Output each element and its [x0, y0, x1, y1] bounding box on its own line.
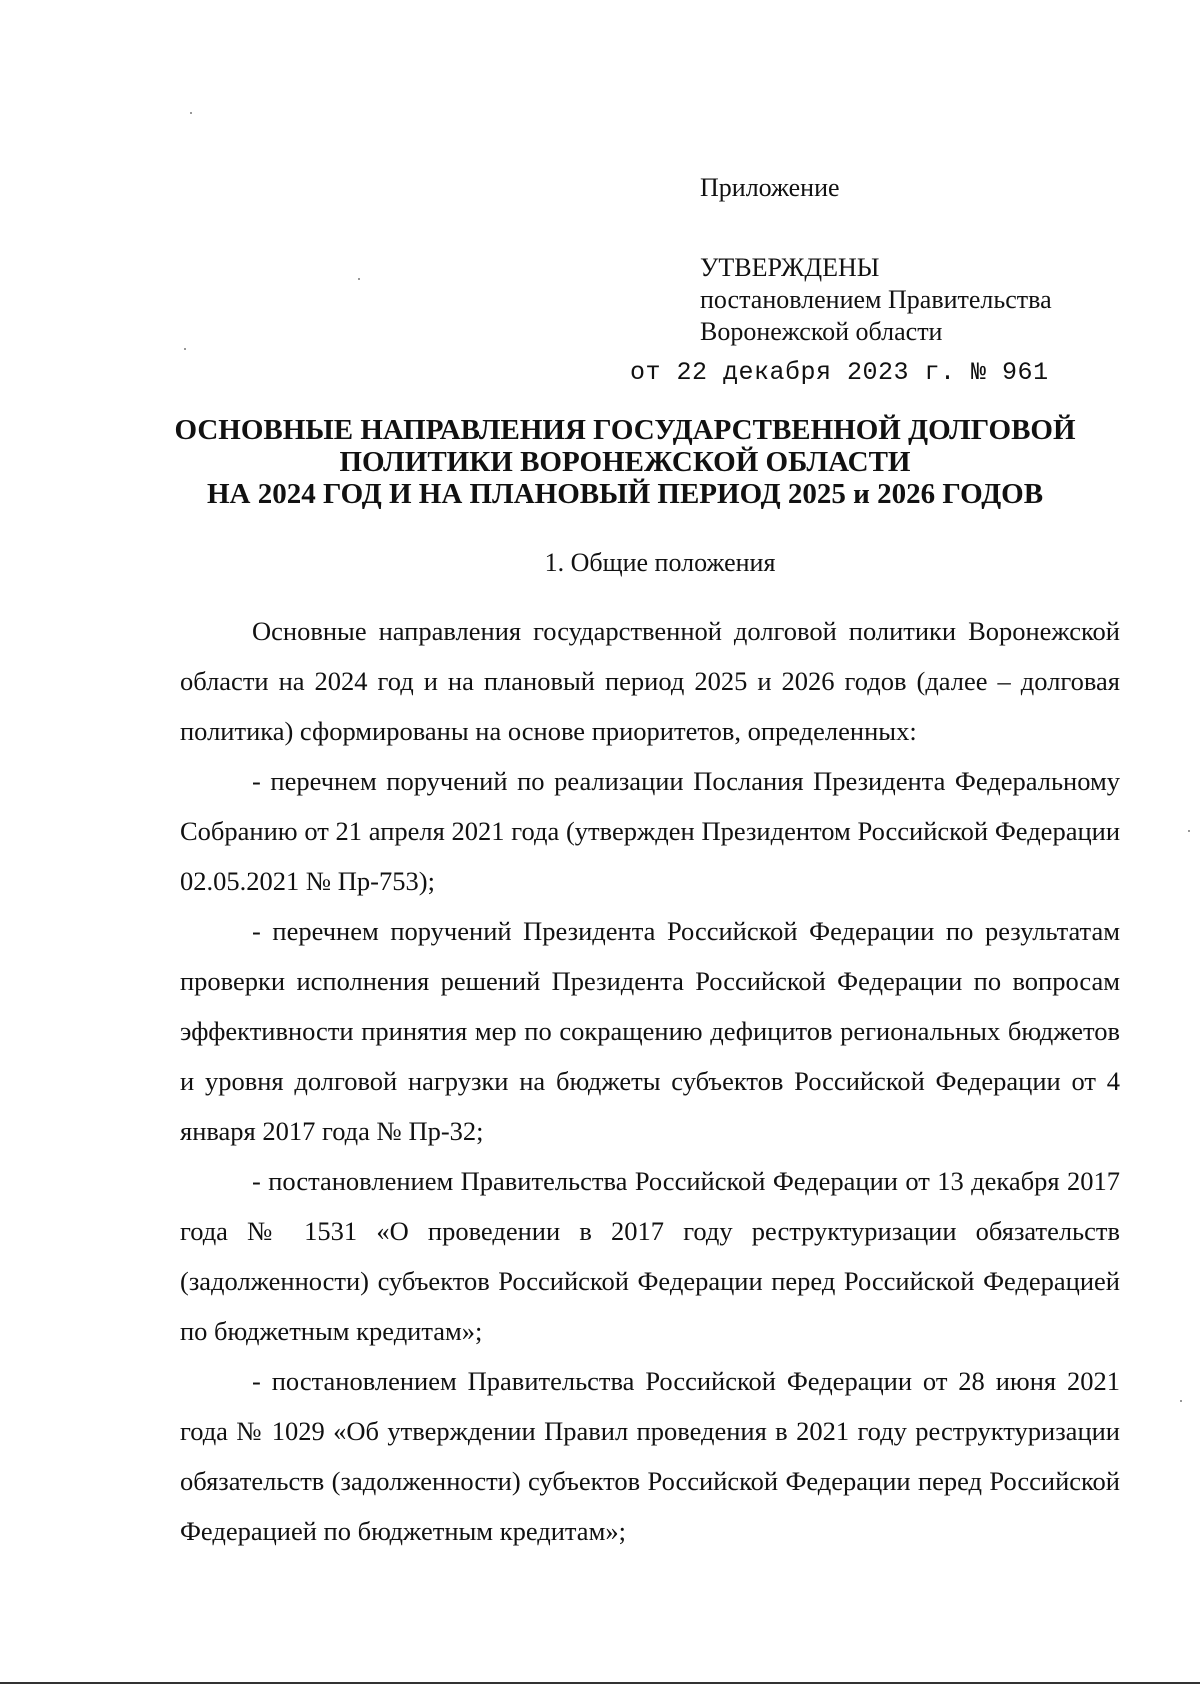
approval-stamp	[700, 252, 1052, 348]
title-line-3: НА 2024 ГОД И НА ПЛАНОВЫЙ ПЕРИОД 2025 и 2026 ГОДОВ	[206, 478, 1044, 510]
appendix-label: Приложение	[700, 173, 840, 202]
list-item: - постановлением Правительства Российской Федерации от 13 декабря 2017 года № 1531 «О проведении в 2017 году реструктуризации обязательств (задолженности) субъектов Российской Федерации перед Российской Федерацией по бюджетным кредитам»;	[180, 1166, 1120, 1346]
scan-edge-line	[0, 1682, 1200, 1684]
section-heading: 1. Общие положения	[544, 548, 776, 577]
scan-speck	[184, 348, 186, 350]
scan-speck	[190, 112, 192, 114]
scan-speck	[1188, 830, 1190, 832]
list-item: - перечнем поручений Президента Российской Федерации по результатам проверки исполнения решений Президента Российской Федерации по вопросам эффективности принятия мер по сокращению дефицитов региональных бюджетов и уровня долговой нагрузки на бюджеты субъектов Российской Федерации от 4 января 2017 года № Пр-32;	[180, 916, 1120, 1146]
list-item: - перечнем поручений по реализации Послания Президента Федеральному Собранию от 21 апреля 2021 года (утвержден Президентом Российской Федерации 02.05.2021 № Пр-753);	[180, 766, 1120, 896]
document-title	[160, 414, 1090, 510]
intro-paragraph: Основные направления государственной долговой политики Воронежской области на 2024 год и на плановый период 2025 и 2026 годов (далее – долговая политика) сформированы на основе приоритетов, определенных:	[180, 616, 1120, 746]
approved-label: УТВЕРЖДЕНЫ	[700, 253, 880, 282]
scan-speck	[358, 278, 360, 280]
decree-issuer: постановлением Правительства	[700, 285, 1052, 314]
title-line-2: ПОЛИТИКИ ВОРОНЕЖСКОЙ ОБЛАСТИ	[339, 446, 911, 478]
list-item: - постановлением Правительства Российской Федерации от 28 июня 2021 года № 1029 «Об утверждении Правил проведения в 2021 году реструктуризации обязательств (задолженности) субъектов Российской Федерации перед Российской Федерацией по бюджетным кредитам»;	[180, 1366, 1120, 1546]
section-body	[180, 606, 1120, 1556]
scan-speck	[1180, 1400, 1182, 1402]
title-line-1: ОСНОВНЫЕ НАПРАВЛЕНИЯ ГОСУДАРСТВЕННОЙ ДОЛГОВОЙ	[174, 414, 1076, 446]
decree-date-number: от 22 декабря 2023 г. № 961	[630, 358, 1049, 387]
decree-region: Воронежской области	[700, 317, 943, 346]
